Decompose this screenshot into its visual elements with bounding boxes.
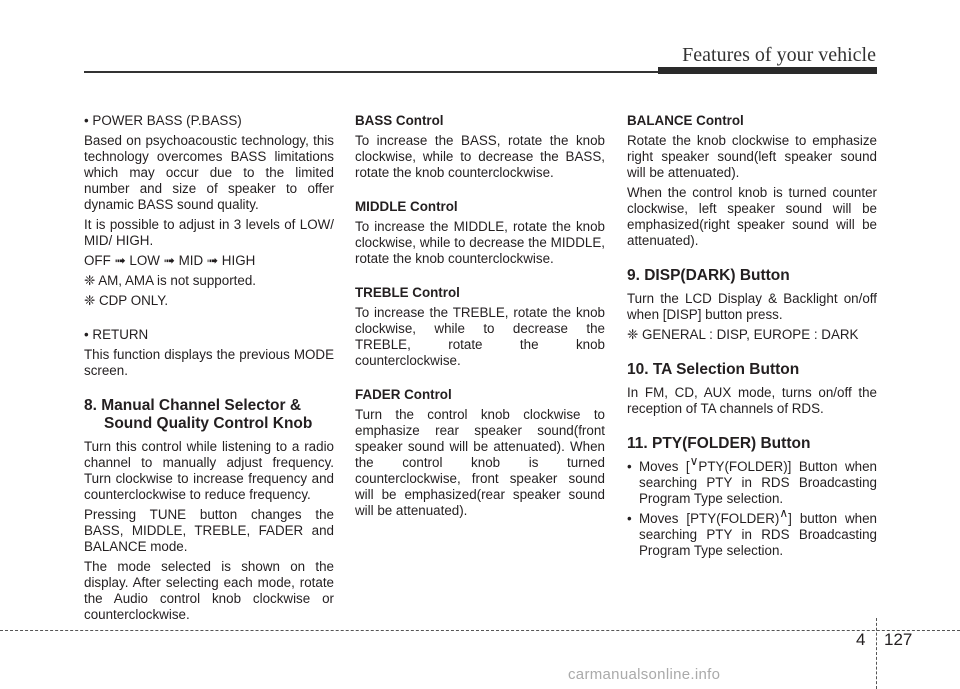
power-bass-levels-info: It is possible to adjust in 3 levels of LOW/ MID/ HIGH. — [84, 217, 334, 248]
bass-control-text: To increase the BASS, rotate the knob clockwise, while to decrease the BASS, rotate the knob counterclockwise. — [355, 133, 605, 180]
column-2 — [355, 113, 605, 523]
bullet-dot: • — [627, 511, 632, 526]
pty-bullet-down — [627, 454, 877, 507]
balance-control-text-1: Rotate the knob clockwise to emphasize right speaker sound(left speaker sound will be attenuated). — [627, 133, 877, 180]
power-bass-description: Based on psychoacoustic technology, this technology overcomes BASS limitations which may occur due to the limited number and size of speaker to offer dynamic BASS sound quality. — [84, 133, 334, 212]
section-8-paragraph-2: Pressing TUNE button changes the BASS, MIDDLE, TREBLE, FADER and BALANCE mode. — [84, 507, 334, 554]
note-am-unsupported: ❈ AM, AMA is not supported. — [84, 273, 256, 288]
footer-divider — [876, 618, 877, 689]
power-bass-bullet: • POWER BASS (P.BASS) — [84, 113, 242, 128]
pty-bullet-up-pre: Moves [PTY(FOLDER) — [639, 511, 780, 526]
header-title: Features of your vehicle — [682, 44, 876, 66]
fader-control-title: FADER Control — [355, 387, 452, 402]
section-11-heading: 11. PTY(FOLDER) Button — [627, 435, 811, 452]
treble-control-text: To increase the TREBLE, rotate the knob clockwise, while to decrease the TREBLE, rotate the knob counterclockwise. — [355, 305, 605, 368]
balance-control-text-2: When the control knob is turned counter clockwise, left speaker sound will be emphasized(right speaker sound will be attenuated). — [627, 185, 877, 248]
column-3 — [627, 113, 877, 563]
section-9-note: ❈ GENERAL : DISP, EUROPE : DARK — [627, 327, 859, 342]
section-10-text: In FM, CD, AUX mode, turns on/off the reception of TA channels of RDS. — [627, 385, 877, 416]
middle-control-text: To increase the MIDDLE, rotate the knob clockwise, while to decrease the MIDDLE, rotate the knob counterclockwise. — [355, 219, 605, 266]
page-number: 127 — [884, 630, 913, 649]
note-cdp-only: ❈ CDP ONLY. — [84, 293, 169, 308]
return-description: This function displays the previous MODE screen. — [84, 347, 334, 378]
section-9-text: Turn the LCD Display & Backlight on/off when [DISP] button press. — [627, 291, 877, 322]
section-9-heading: 9. DISP(DARK) Button — [627, 267, 790, 284]
pty-bullet-up-post: ] button when searching PTY in RDS Broadcasting Program Type selection. — [639, 511, 878, 558]
bass-control-title: BASS Control — [355, 113, 444, 128]
section-8-heading — [84, 397, 334, 433]
return-bullet: • RETURN — [84, 327, 149, 342]
power-bass-levels: OFF ➟ LOW ➟ MID ➟ HIGH — [84, 253, 256, 268]
section-10-heading: 10. TA Selection Button — [627, 361, 800, 378]
balance-control-title: BALANCE Control — [627, 113, 744, 128]
middle-control-title: MIDDLE Control — [355, 199, 458, 214]
chevron-down-icon: ∨ — [689, 454, 699, 468]
section-8-paragraph-1: Turn this control while listening to a radio channel to manually adjust frequency. Turn clockwise to increase frequency and counterclockwise to reduce frequency. — [84, 439, 334, 502]
chevron-up-icon: ∧ — [779, 506, 789, 520]
section-8-heading-line1: 8. Manual Channel Selector & — [84, 397, 302, 414]
footer-rule — [0, 630, 960, 631]
section-8-paragraph-3: The mode selected is shown on the display. After selecting each mode, rotate the Audio control knob clockwise or counterclockwise. — [84, 559, 334, 622]
pty-bullet-down-post: PTY(FOLDER)] Button when searching PTY in RDS Broadcasting Program Type selection. — [639, 459, 877, 506]
bullet-dot: • — [627, 459, 632, 474]
column-1 — [84, 113, 334, 627]
treble-control-title: TREBLE Control — [355, 285, 460, 300]
header-rule — [84, 71, 660, 73]
pty-bullet-down-pre: Moves [ — [639, 459, 690, 474]
header-rule-accent — [658, 67, 877, 74]
section-8-heading-line2: Sound Quality Control Knob — [104, 415, 313, 432]
section-number: 4 — [856, 630, 866, 649]
fader-control-text: Turn the control knob clockwise to emphasize rear speaker sound(front speaker sound will be attenuated). When the control knob is turned counterclockwise, front speaker sound will be emphasized(rear speaker sound will be attenuated). — [355, 407, 605, 518]
pty-bullet-up — [627, 506, 878, 559]
watermark: carmanualsonline.info — [568, 666, 721, 683]
